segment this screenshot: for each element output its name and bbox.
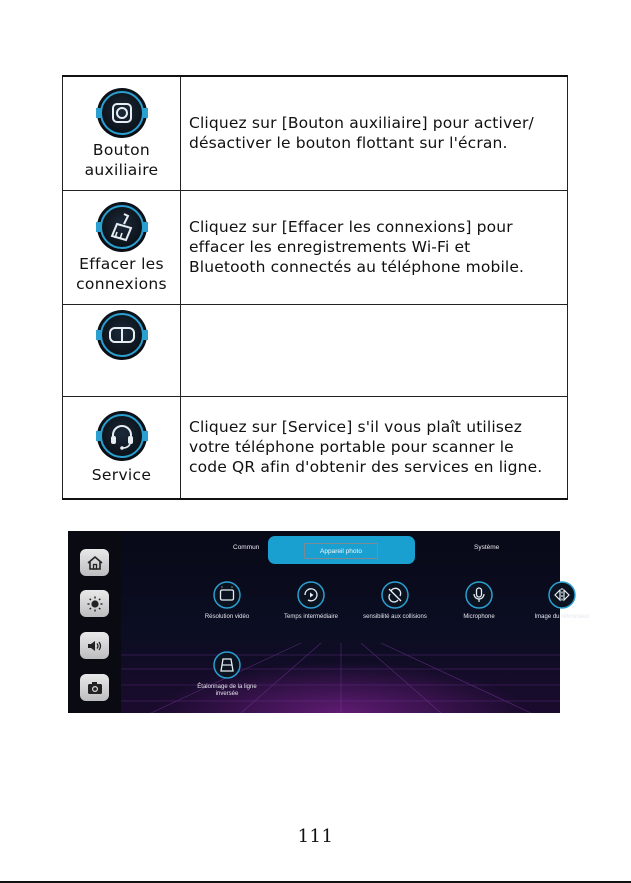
setting-collision-sensitivity[interactable] (350, 579, 440, 621)
setting-label: Microphone (463, 614, 495, 620)
tab-systeme[interactable]: Système (474, 544, 500, 551)
feature-label: Service (91, 466, 152, 485)
setting-microphone[interactable] (434, 579, 524, 621)
feature-label: Effacer les connexions (76, 255, 167, 293)
tab-active-label: Appareil photo (304, 543, 378, 559)
camera-icon (86, 679, 104, 697)
camera-button[interactable] (80, 674, 109, 701)
tab-commun[interactable]: Commun (233, 544, 260, 551)
page-number: 111 (297, 826, 334, 847)
brightness-button[interactable] (80, 590, 109, 617)
microphone-icon (463, 579, 495, 611)
setting-label: sensibilité aux collisions (363, 614, 427, 620)
tab-bar (121, 531, 560, 567)
setting-video-resolution[interactable] (182, 579, 272, 621)
feature-row-toggle (63, 304, 568, 396)
feature-description (181, 304, 568, 396)
setting-label: Étalonnage de la ligne inversée (197, 684, 257, 697)
feature-row-service (63, 396, 568, 499)
video-resolution-icon (211, 579, 243, 611)
feature-row-auxiliary-button (63, 76, 568, 190)
device-screenshot (68, 531, 590, 713)
feature-description: Cliquez sur [Service] s'il vous plaît utilisez votre téléphone portable pour scanner le code QR afin d'obtenir des services en ligne. (181, 396, 568, 499)
setting-mirror-image[interactable] (512, 579, 612, 621)
collision-sensitivity-icon (379, 579, 411, 611)
setting-time-lapse[interactable] (266, 579, 356, 621)
settings-panel (121, 531, 590, 713)
feature-label: Bouton auxiliaire (84, 141, 159, 180)
setting-label: Résolution vidéo (204, 614, 250, 620)
mirror-image-icon (546, 579, 578, 611)
headset-icon (95, 409, 149, 463)
feature-description: Cliquez sur [Bouton auxiliaire] pour activer/ désactiver le bouton flottant sur l'écran. (181, 76, 568, 190)
broom-icon (95, 200, 149, 254)
tab-appareil-photo[interactable] (268, 536, 415, 564)
setting-label: Temps intermédiaire (283, 614, 339, 620)
feature-description: Cliquez sur [Effacer les connexions] pour effacer les enregistrements Wi-Fi et Bluetooth connectés au téléphone mobile. (181, 190, 568, 304)
volume-button[interactable] (80, 632, 109, 659)
home-icon (86, 554, 104, 572)
time-lapse-icon (295, 579, 327, 611)
home-button[interactable] (80, 549, 109, 576)
side-dock (68, 531, 121, 713)
brightness-icon (86, 595, 104, 613)
feature-table (62, 75, 568, 500)
volume-icon (86, 637, 104, 655)
reverse-line-calibration-icon (211, 649, 243, 681)
toggle-switch-icon (95, 308, 149, 362)
square-circle-icon (95, 86, 149, 140)
setting-reverse-line-calibration[interactable] (182, 649, 272, 698)
feature-row-clear-connections (63, 190, 568, 304)
setting-label: Image du rétroviseur (534, 614, 590, 620)
